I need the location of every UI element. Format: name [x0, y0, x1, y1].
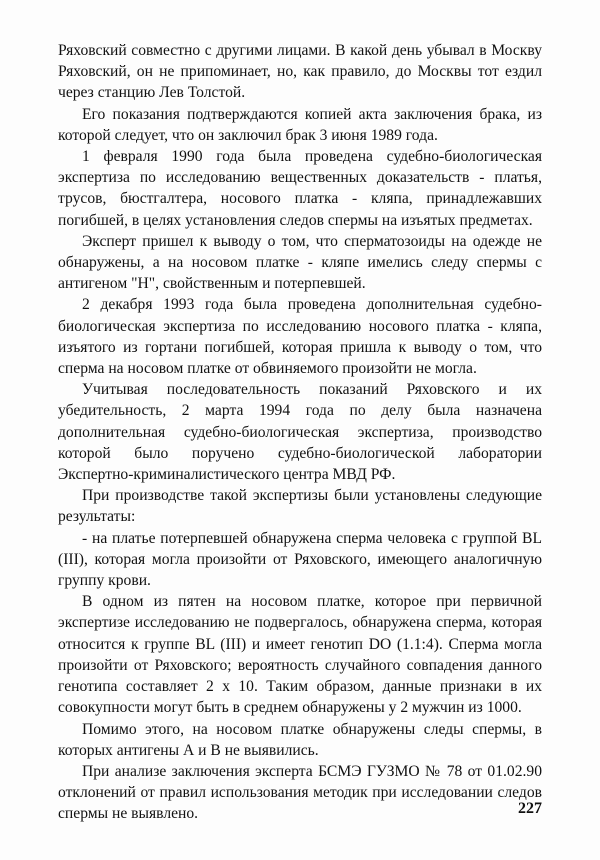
body-text [58, 40, 542, 825]
paragraph-9: В одном из пятен на носовом платке, которое при первичной экспертизе исследованию не подвергалось, обнаружена сперма, которая относится к группе BL (III) и имеет генотип DO (1.1:4). Сперма могла произойти от Ряховского; вероятность случайного совпадения данного генотипа составляет 2 х 10. Таким образом, данные признаки в их совокупности могут быть в среднем обнаружены у 2 мужчин из 1000. [58, 593, 542, 717]
paragraph-1: Ряховский совместно с другими лицами. В какой день убывал в Москву Ряховский, он не припоминает, но, как правило, до Москвы тот ездил через станцию Лев Толстой. [58, 42, 542, 102]
paragraph-4: Эксперт пришел к выводу о том, что сперматозоиды на одежде не обнаружены, а на носовом платке - кляпе имелись следу спермы с антигеном "Н", свойственным и потерпевшей. [58, 232, 542, 293]
page-number: 227 [518, 800, 542, 817]
paragraph-10: Помимо этого, на носовом платке обнаружены следы спермы, в которых антигены А и В не выявились. [58, 720, 542, 759]
paragraph-2: Его показания подтверждаются копией акта заключения брака, из которой следует, что он заключил брак 3 июня 1989 года. [58, 105, 542, 144]
paragraph-5: 2 декабря 1993 года была проведена дополнительная судебно-биологическая экспертиза по исследованию носового платка - кляпа, изъятого из гортани погибшей, которая пришла к выводу о том, что сперма на носовом платке от обвиняемого произойти не могла. [58, 296, 542, 378]
paragraph-3: 1 февраля 1990 года была проведена судебно-биологическая экспертиза по исследованию вещественных доказательств - платья, трусов, бюстгалтера, носового платка - кляпа, принадлежавших погибшей, в целях установления следов спермы на изъятых предметах. [58, 148, 542, 229]
paragraph-6: Учитывая последовательность показаний Ряховского и их убедительность, 2 марта 1994 года по делу была назначена дополнительная судебно-биологическая экспертиза, производство которой было поручено судебно-биологической лаборатории Экспертно-криминалистического центра МВД РФ. [58, 381, 542, 484]
paragraph-8: - на платье потерпевшей обнаружена сперма человека с группой BL (III), которая могла произойти от Ряховского, имеющего аналогичную группу крови. [58, 529, 542, 590]
paragraph-11: При анализе заключения эксперта БСМЭ ГУЗМО № 78 от 01.02.90 отклонений от правил использования методик при исследовании следов спермы не выявлено. [58, 762, 542, 823]
paragraph-7: При производстве такой экспертизы были установлены следующие результаты: [58, 487, 542, 526]
